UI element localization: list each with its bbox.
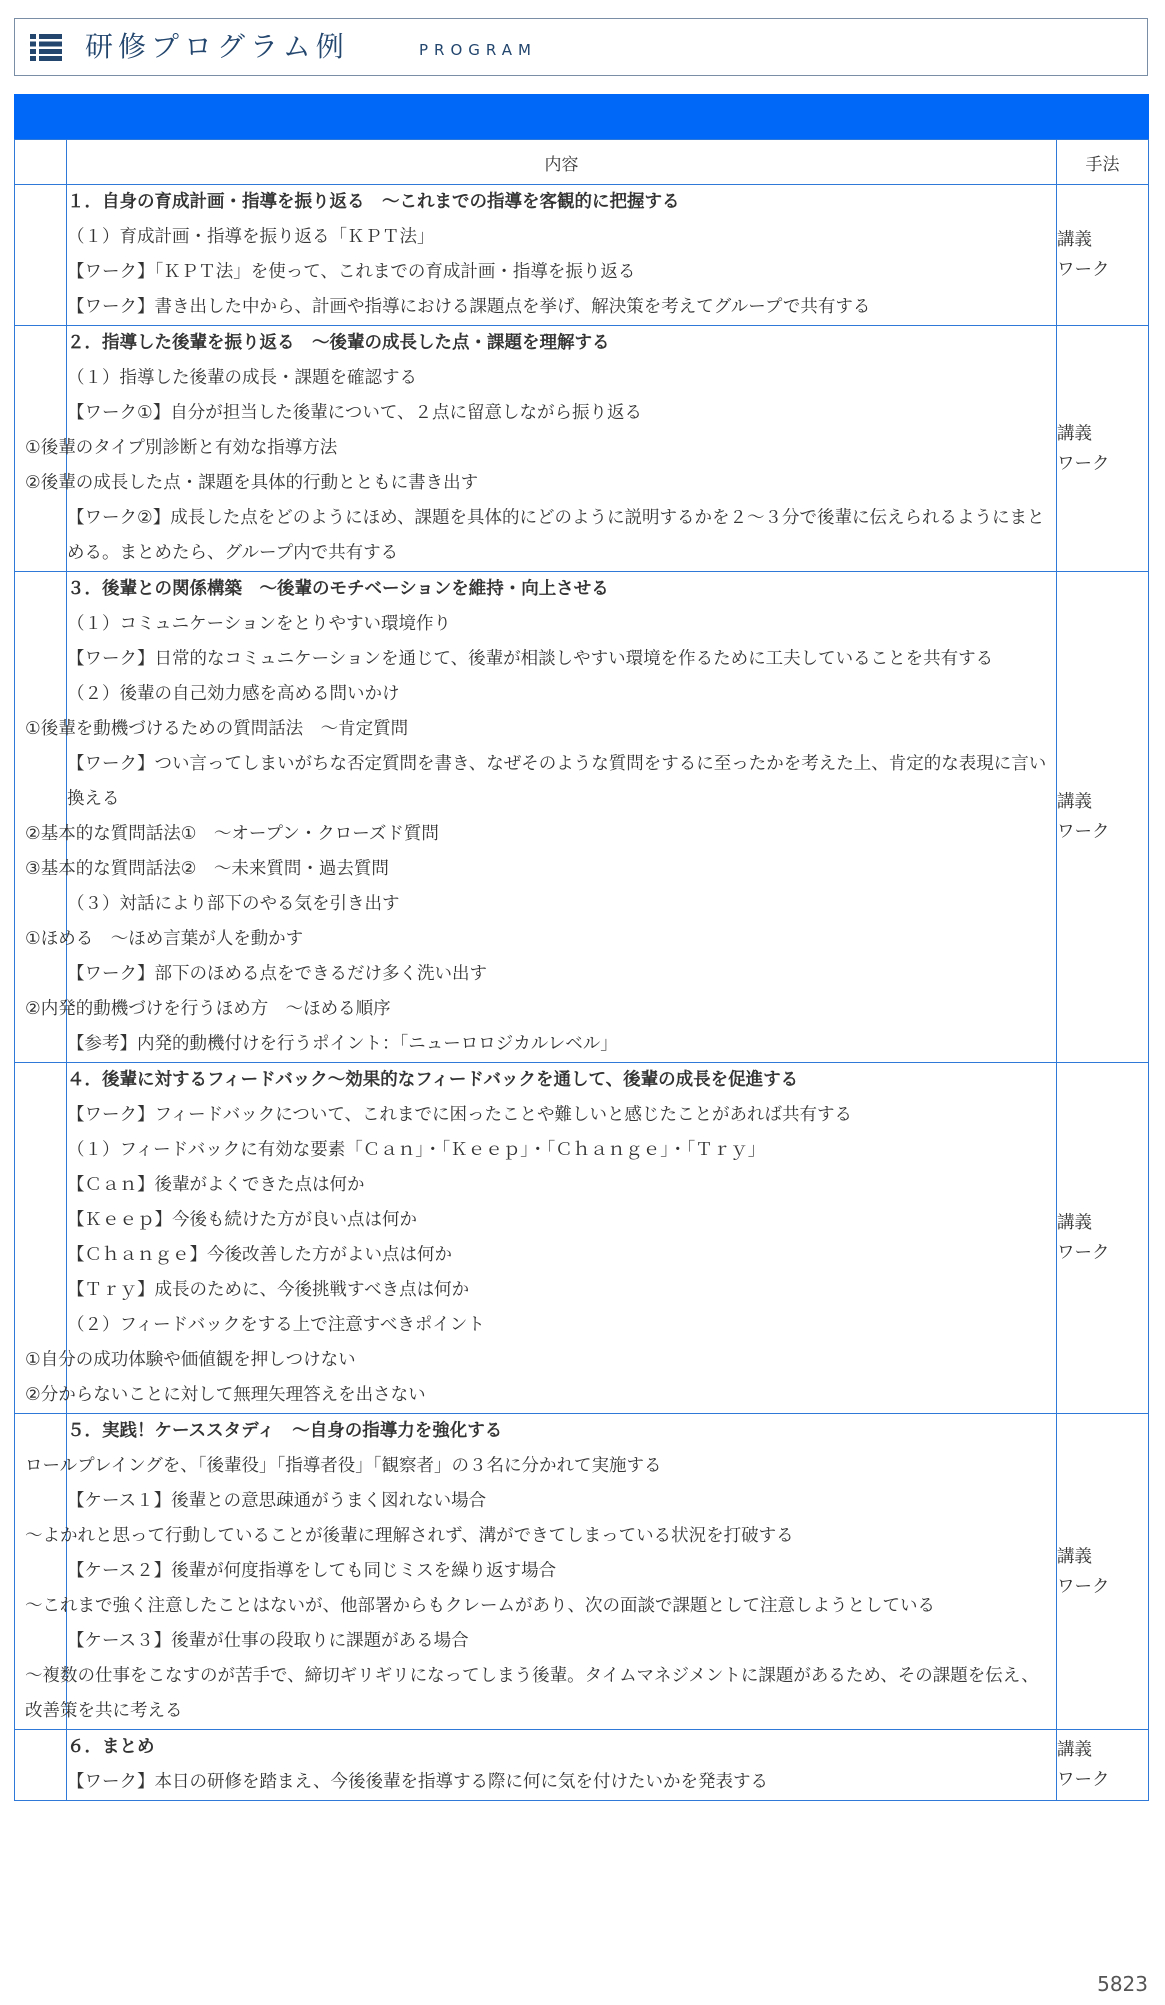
content-line: （１）フィードバックに有効な要素「Ｃａｎ」・「Ｋｅｅｐ」・「Ｃｈａｎｇｅ」・「Ｔｒｙ」 [67,1140,766,1160]
content-column-header: 内容 [67,140,1057,185]
content-line: ②後輩の成長した点・課題を具体的行動とともに書き出す [25,473,479,493]
method-cell [1057,326,1149,572]
page-header [14,18,1148,76]
content-line: ②分からないことに対して無理矢理答えを出さない [25,1385,426,1405]
method-label: 講義 [1057,423,1092,444]
section-heading: ３．後輩との関係構築 ～後輩のモチベーションを維持・向上させる [67,579,609,599]
content-line: （２）フィードバックをする上で注意すべきポイント [67,1315,485,1335]
content-cell [67,185,1057,326]
page-number: 5823 [1097,1972,1148,1996]
table-title-bar [14,94,1149,139]
page-title: 研修プログラム例 [85,30,349,63]
content-line: （２）後輩の自己効力感を高める問いかけ [67,684,400,704]
program-table [14,139,1149,1801]
method-cell [1057,1414,1149,1730]
content-line: 【ワーク】日常的なコミュニケーションを通じて、後輩が相談しやすい環境を作るために工夫していることを共有する [67,649,994,669]
content-line: 【ワーク】書き出した中から、計画や指導における課題点を挙げ、解決策を考えてグループで共有する [67,297,871,317]
method-label: ワーク [1057,1770,1110,1790]
method-column-header: 手法 [1057,140,1149,185]
content-line: ②基本的な質問話法① ～オープン・クローズド質問 [25,824,439,844]
method-label: ワーク [1057,260,1110,280]
content-line: ～これまで強く注意したことはないが、他部署からもクレームがあり、次の面談で課題として注意しようとしている [25,1596,935,1616]
table-header-row [15,140,1149,185]
content-line: 【Ｔｒｙ】成長のために、今後挑戦すべき点は何か [67,1280,470,1300]
content-line: 【参考】内発的動機付けを行うポイント：「ニューロロジカルレベル」 [67,1034,618,1054]
section-heading: ５．実践！ケーススタディ ～自身の指導力を強化する [67,1421,503,1441]
method-cell [1057,185,1149,326]
content-line: 【ワーク②】成長した点をどのようにほめ、課題を具体的にどのように説明するかを２～３分で後輩に伝えられるようにまとめる。まとめたら、グループ内で共有する [67,508,1045,563]
table-row [15,572,1149,1063]
content-line: 【ワーク】つい言ってしまいがちな否定質問を書き、なぜそのような質問をするに至ったかを考えた上、肯定的な表現に言い換える [67,754,1047,809]
content-line: 【Ｋｅｅｐ】今後も続けた方が良い点は何か [67,1210,417,1230]
content-line: 【ワーク】「ＫＰＴ法」を使って、これまでの育成計画・指導を振り返る [67,262,636,282]
content-line: 【ケース３】後輩が仕事の段取りに課題がある場合 [67,1631,469,1651]
content-line: ②内発的動機づけを行うほめ方 ～ほめる順序 [25,999,391,1019]
blank-cell [15,185,67,326]
page-subtitle: PROGRAM [419,41,537,59]
content-cell [67,1730,1057,1801]
content-line: ①ほめる ～ほめ言葉が人を動かす [25,929,304,949]
method-label: ワーク [1057,822,1110,842]
table-row [15,1730,1149,1801]
content-cell [25,572,1057,1063]
section-heading: ６．まとめ [67,1737,155,1757]
blank-cell [15,1730,67,1801]
content-line: 【Ｃｈａｎｇｅ】今後改善した方がよい点は何か [67,1245,452,1265]
content-line: 【ワーク】部下のほめる点をできるだけ多く洗い出す [67,964,487,984]
table-row [15,1414,1149,1730]
section-heading: ２．指導した後輩を振り返る ～後輩の成長した点・課題を理解する [67,333,610,353]
content-line: 【ケース１】後輩との意思疎通がうまく図れない場合 [67,1491,487,1511]
method-cell [1057,1730,1149,1801]
content-line: 【ワーク】本日の研修を踏まえ、今後後輩を指導する際に何に気を付けたいかを発表する [67,1772,769,1792]
content-line: 【ワーク】フィードバックについて、これまでに困ったことや難しいと感じたことがあれば共有する [67,1105,853,1125]
content-cell [25,1063,1057,1414]
content-line: ①後輩を動機づけるための質問話法 ～肯定質問 [25,719,409,739]
content-line: ～複数の仕事をこなすのが苦手で、締切ギリギリになってしまう後輩。タイムマネジメントに課題があるため、その課題を伝え、改善策を共に考える [25,1666,1039,1721]
method-label: 講義 [1057,230,1092,250]
content-line: 【ケース２】後輩が何度指導をしても同じミスを繰り返す場合 [67,1561,557,1581]
content-cell [25,326,1057,572]
table-row [15,1063,1149,1414]
table-row [15,326,1149,572]
list-icon [30,33,62,61]
content-line: （１）育成計画・指導を振り返る「ＫＰＴ法」 [67,227,435,247]
method-label: 講義 [1057,1740,1092,1760]
content-line: （１）指導した後輩の成長・課題を確認する [67,368,417,388]
blank-header-cell [15,140,67,185]
content-line: ロールプレイングを、「後輩役」「指導者役」「観察者」の３名に分かれて実施する [25,1456,662,1476]
method-label: 講義 [1057,1213,1092,1233]
method-label: ワーク [1057,1576,1110,1597]
content-line: ③基本的な質問話法② ～未来質問・過去質問 [25,859,389,879]
method-label: ワーク [1057,453,1110,474]
content-line: （３）対話により部下のやる気を引き出す [67,894,400,914]
section-heading: １．自身の育成計画・指導を振り返る ～これまでの指導を客観的に把握する [67,192,680,212]
table-row [15,185,1149,326]
method-cell [1057,572,1149,1063]
content-line: ～よかれと思って行動していることが後輩に理解されず、溝ができてしまっている状況を打破する [25,1526,794,1546]
content-line: ①自分の成功体験や価値観を押しつけない [25,1350,356,1370]
content-line: 【ワーク①】自分が担当した後輩について、２点に留意しながら振り返る [67,403,642,423]
content-line: ①後輩のタイプ別診断と有効な指導方法 [25,438,338,458]
content-cell [25,1414,1057,1730]
method-label: ワーク [1057,1243,1110,1263]
method-cell [1057,1063,1149,1414]
content-line: （１）コミュニケーションをとりやすい環境作り [67,614,451,634]
content-line: 【Ｃａｎ】後輩がよくできた点は何か [67,1175,365,1195]
section-heading: ４．後輩に対するフィードバック～効果的なフィードバックを通して、後輩の成長を促進する [67,1070,799,1090]
program-table-body [15,185,1149,1801]
method-label: 講義 [1057,792,1092,812]
method-label: 講義 [1057,1546,1092,1567]
